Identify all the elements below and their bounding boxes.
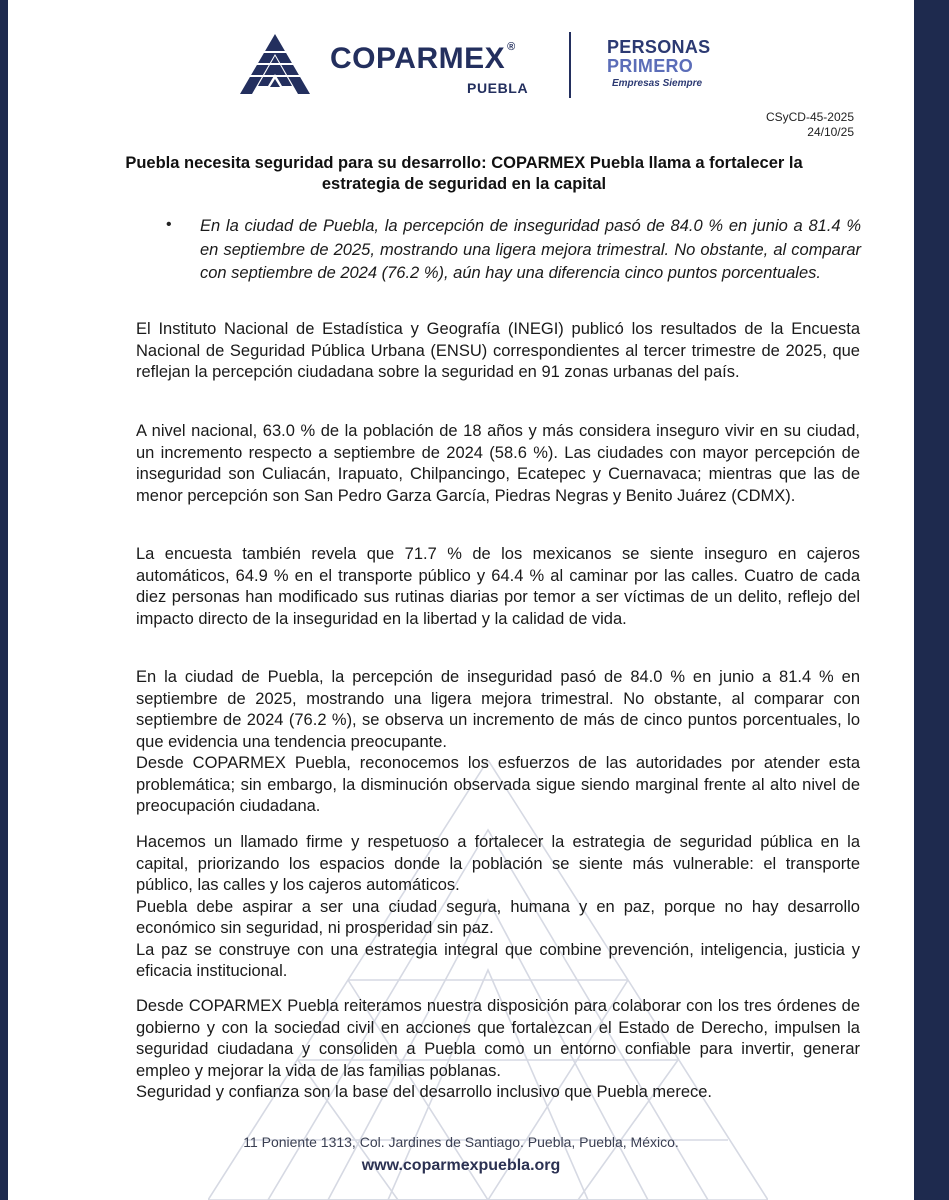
paragraph-2-text: A nivel nacional, 63.0 % de la población de 18 años y más considera inseguro vivir en su ciudad, un incremento respecto a septiembre de 2024 (58.6 %). Las ciudades con mayor percepción de inseguridad son Culiacán, Irapuato, Chilpancingo, Ecatepec y Cuernavaca; mientras que las de menor percepción son San Pedro Garza García, Piedras Negras y Benito Juárez (CDMX).: [136, 422, 860, 505]
paragraph-5a-text: Hacemos un llamado firme y respetuoso a fortalecer la estrategia de seguridad pública en la capital, priorizando los espacios donde la población se siente más vulnerable: el transporte público, las calles y los cajeros automáticos.: [136, 833, 860, 894]
reference-date: 24/10/25: [807, 125, 854, 139]
paragraph-6a-text: Desde COPARMEX Puebla reiteramos nuestra disposición para colaborar con los tres órdenes de gobierno y con la sociedad civil en acciones que fortalezcan el Estado de Derecho, impulsen la seguridad ciudadana y consoliden a Puebla como un entorno confiable para invertir, generar empleo y mejorar la vida de las familias poblanas.: [136, 997, 860, 1080]
paragraph-5b-text: Puebla debe aspirar a ser una ciudad segura, humana y en paz, porque no hay desarrollo económico sin seguridad, ni prosperidad sin paz.: [136, 897, 860, 937]
brand-name: COPARMEX ®: [330, 41, 516, 75]
footer-website-link[interactable]: www.coparmexpuebla.org: [361, 1157, 561, 1174]
reference-block: [766, 110, 854, 140]
campaign-line1: PERSONAS: [607, 37, 711, 57]
logo-divider: [569, 32, 571, 98]
bullet-dot-icon: •: [166, 216, 172, 233]
paragraph-4: [136, 667, 860, 818]
paragraph-3: [136, 544, 860, 630]
press-release-page: [8, 0, 914, 1200]
paragraph-1: [136, 319, 860, 384]
page-title: Puebla necesita seguridad para su desarrollo: COPARMEX Puebla llama a fortalecer la estrategia de seguridad en la capital: [125, 154, 803, 193]
campaign-tagline: Empresas Siempre: [612, 78, 703, 89]
paragraph-5c-text: La paz se construye con una estrategia integral que combine prevención, inteligencia, justicia y eficacia institucional.: [136, 940, 860, 980]
brand-sub: PUEBLA: [467, 80, 529, 96]
paragraph-1-text: El Instituto Nacional de Estadística y Geografía (INEGI) publicó los resultados de la Encuesta Nacional de Seguridad Pública Urbana (ENSU) correspondientes al tercer trimestre de 2025, que reflejan la percepción ciudadana sobre la seguridad en 91 zonas urbanas del país.: [136, 320, 860, 381]
header-logos: [234, 30, 734, 102]
campaign-line2: PRIMERO: [607, 56, 694, 76]
paragraph-6: [136, 996, 860, 1104]
footer-address: 11 Poniente 1313, Col. Jardines de Santiago. Puebla, Puebla, México.: [243, 1134, 679, 1150]
paragraph-4b-text: Desde COPARMEX Puebla, reconocemos los esfuerzos de las autoridades por atender esta problemática; sin embargo, la disminución observada sigue siendo marginal frente al alto nivel de preocupación ciudadana.: [136, 754, 860, 815]
paragraph-2: [136, 421, 860, 507]
summary-bullet: En la ciudad de Puebla, la percepción de inseguridad pasó de 84.0 % en junio a 81.4 % en septiembre de 2025, mostrando una ligera mejora trimestral. No obstante, al comparar con septiembre de 2024 (76.2 %), aún hay una diferencia cinco puntos porcentuales.: [200, 217, 861, 282]
paragraph-5: [136, 832, 860, 983]
coparmex-logo-icon: [240, 34, 310, 98]
paragraph-6b-text: Seguridad y confianza son la base del desarrollo inclusivo que Puebla merece.: [136, 1083, 713, 1101]
registered-mark: ®: [507, 41, 516, 53]
paragraph-3-text: La encuesta también revela que 71.7 % de los mexicanos se siente inseguro en cajeros automáticos, 64.9 % en el transporte público y 64.4 % al caminar por las calles. Cuatro de cada diez personas han modificado sus rutinas diarias por temor a ser víctimas de un delito, reflejo del impacto directo de la inseguridad en la libertad y la calidad de vida.: [136, 545, 860, 628]
reference-code: CSyCD-45-2025: [765, 110, 854, 124]
paragraph-4a-text: En la ciudad de Puebla, la percepción de inseguridad pasó de 84.0 % en junio a 81.4 % en septiembre de 2025, mostrando una ligera mejora trimestral. No obstante, al comparar con septiembre de 2024 (76.2 %), se observa un incremento de más de cinco puntos porcentuales, lo que evidencia una tendencia preocupante.: [136, 668, 860, 751]
